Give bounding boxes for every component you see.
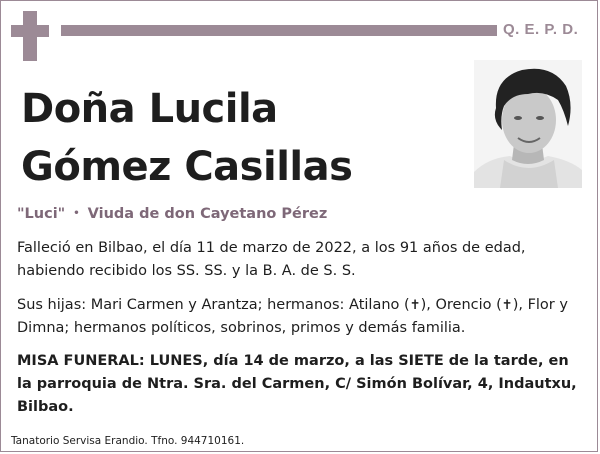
family-text: Sus hijas: Mari Carmen y Arantza; hermanos: Atilano (✝), Orencio (✝), Flor y Dimna; hermanos políticos, sobrinos, primos y demás familia. bbox=[17, 297, 568, 336]
portrait-image bbox=[474, 60, 582, 188]
funeral-mass-text: MISA FUNERAL: LUNES, día 14 de marzo, a las SIETE de la tarde, en la parroquia de Ntra. Sra. del Carmen, C/ Simón Bolívar, 4, Indautxu, Bilbao. bbox=[17, 353, 577, 415]
separator-bullet: • bbox=[73, 208, 80, 219]
header-bar bbox=[61, 25, 497, 36]
qepd-label: Q. E. P. D. bbox=[503, 21, 579, 38]
portrait-photo bbox=[474, 60, 582, 188]
subtitle bbox=[17, 206, 327, 222]
funeral-home-footer: Tanatorio Servisa Erandio. Tfno. 944710161. bbox=[11, 435, 245, 447]
deceased-name-line-2: Gómez Casillas bbox=[21, 144, 353, 190]
deceased-name-line-1: Doña Lucila bbox=[21, 86, 278, 132]
cross-icon: ✝ bbox=[501, 298, 513, 313]
cross-icon: ✝ bbox=[409, 298, 421, 313]
widow-of: Viuda de don Cayetano Pérez bbox=[87, 206, 328, 222]
nickname: "Luci" bbox=[17, 206, 66, 222]
death-notice-text: Falleció en Bilbao, el día 11 de marzo de 2022, a los 91 años de edad, habiendo recibido los SS. SS. y la B. A. de S. S. bbox=[17, 240, 526, 279]
